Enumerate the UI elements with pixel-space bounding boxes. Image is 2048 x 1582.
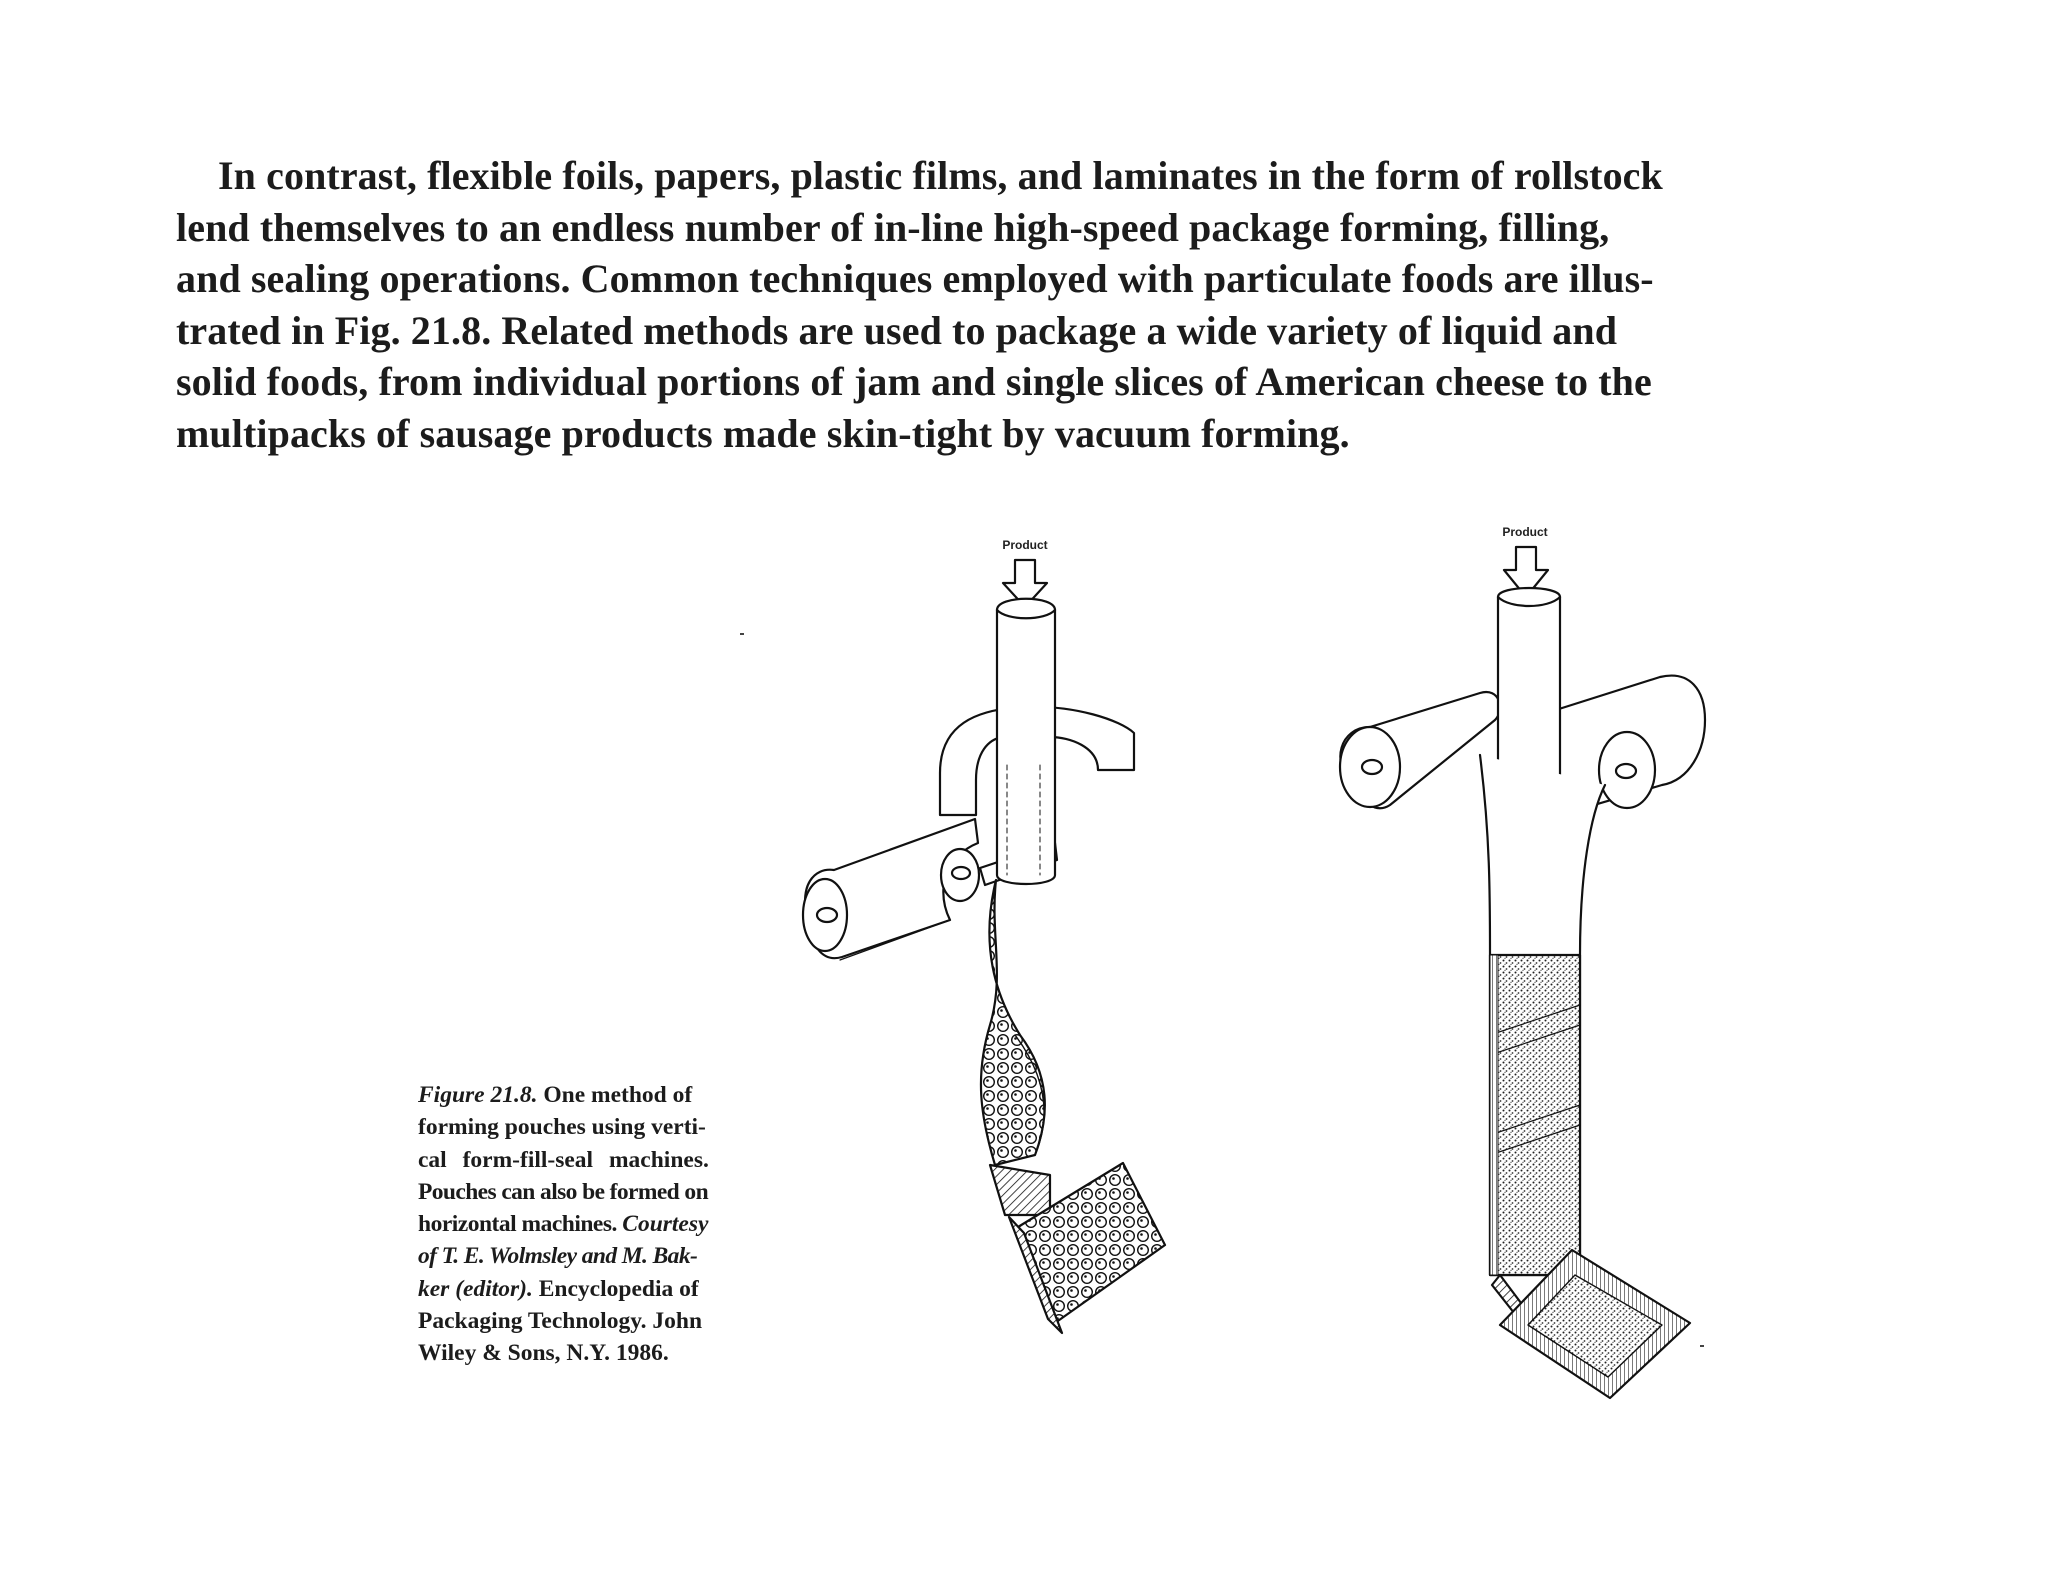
illustration-svg [800, 515, 1740, 1415]
scan-speck [740, 633, 744, 635]
caption-text: cal form-fill-seal machines. [418, 1146, 709, 1173]
body-paragraph [176, 150, 1864, 459]
caption-figure-label: Figure 21.8. [418, 1082, 538, 1108]
paragraph-line: In contrast, flexible foils, papers, plastic films, and laminates in the form of rollstock [218, 153, 1663, 198]
caption-credit: ker (editor). [418, 1275, 533, 1302]
paragraph-line: trated in Fig. 21.8. Related methods are used to package a wide variety of liquid and [176, 307, 1618, 353]
paragraph-line: solid foods, from individual portions of jam and single slices of American cheese to the [176, 359, 1652, 404]
paragraph-line: lend themselves to an endless number of in-line high-speed package forming, filling, [176, 204, 1610, 250]
caption-text: forming pouches using verti- [418, 1114, 706, 1141]
form-fill-seal-illustration [800, 515, 1740, 1415]
caption-credit: Courtesy [622, 1211, 709, 1238]
product-label-right: Product [1502, 525, 1548, 539]
scan-speck [1700, 1345, 1704, 1347]
left-machine [803, 538, 1165, 1333]
caption-text: Packaging Technology. John [418, 1308, 703, 1335]
paragraph-line: multipacks of sausage products made skin-tight by vacuum forming. [176, 410, 1350, 456]
figure-caption [418, 1079, 796, 1370]
right-machine [1340, 525, 1705, 1398]
caption-text: Encyclopedia of [532, 1275, 699, 1302]
caption-text: Wiley & Sons, N.Y. 1986. [418, 1340, 669, 1367]
product-label-left: Product [1002, 538, 1048, 552]
caption-text: horizontal machines. [418, 1211, 623, 1238]
paragraph-line: and sealing operations. Common techniques employed with particulate foods are illus- [176, 256, 1654, 301]
caption-text: One method of [537, 1082, 693, 1108]
caption-text: Pouches can also be formed on [418, 1178, 709, 1205]
caption-credit: of T. E. Wolmsley and M. Bak- [418, 1243, 698, 1270]
